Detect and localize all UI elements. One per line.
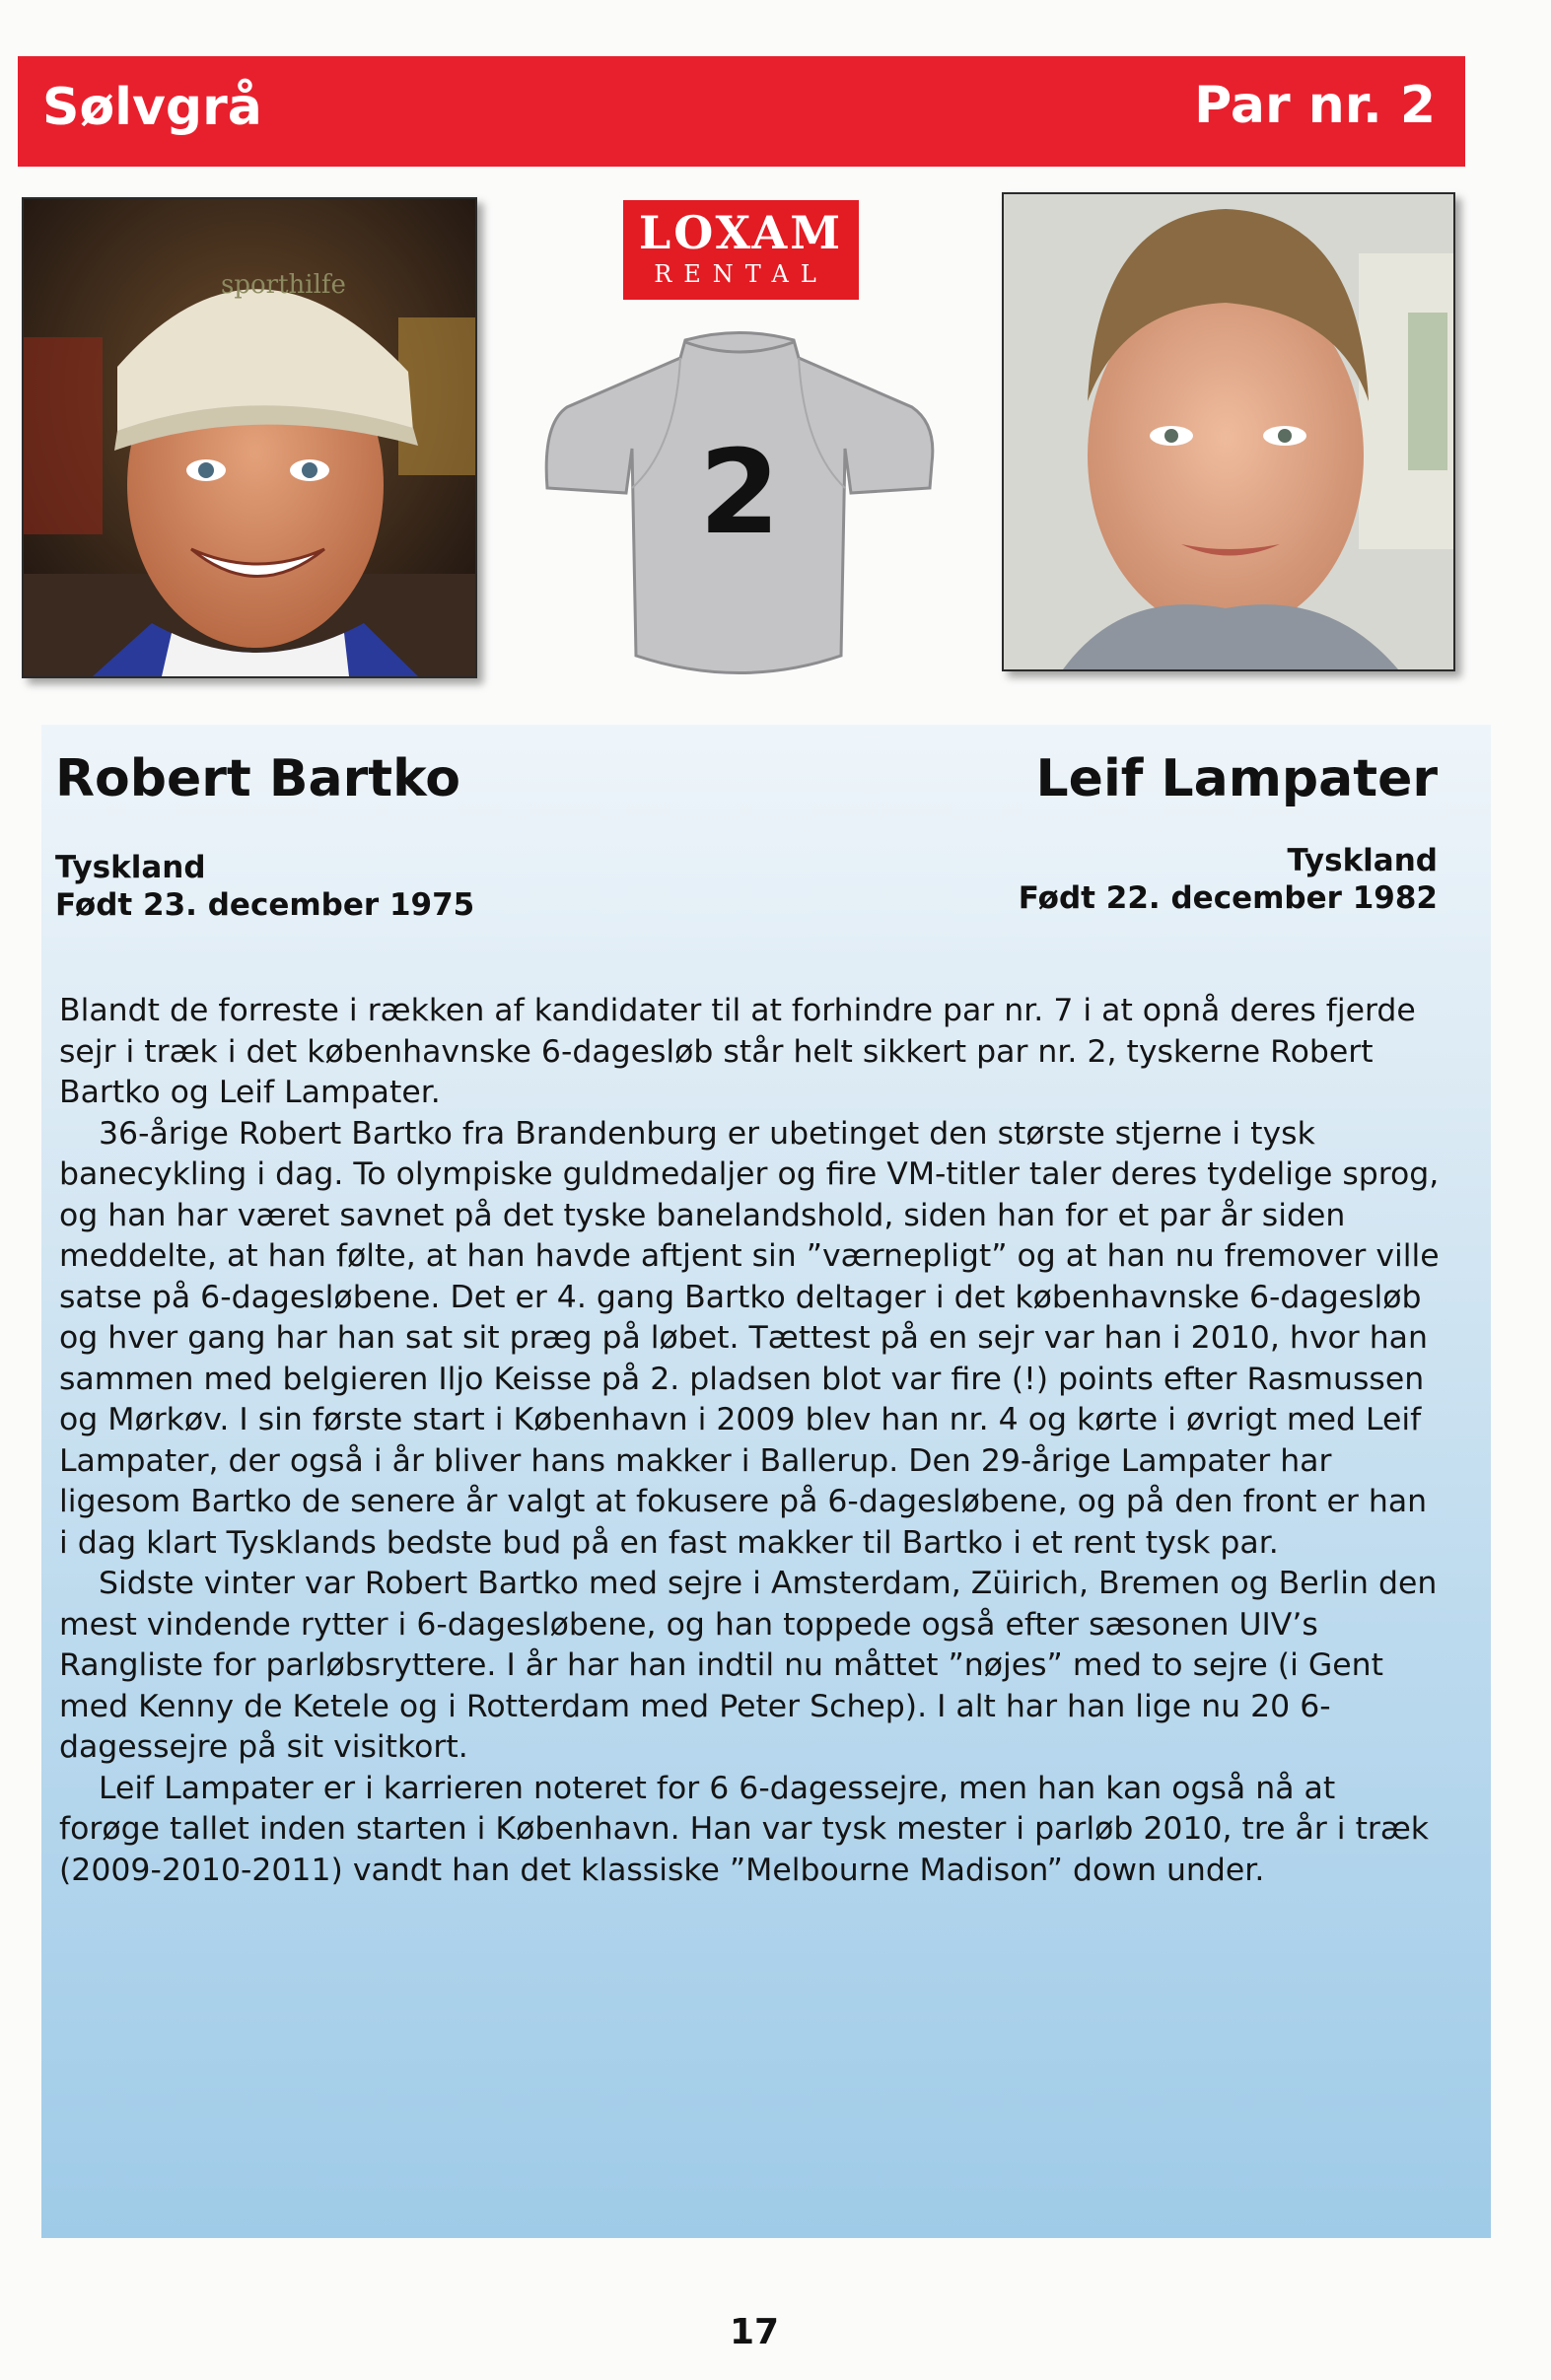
- rider-country-right: Tyskland: [1287, 843, 1438, 878]
- jersey-shirt: [537, 330, 942, 705]
- sponsor-logo: [623, 200, 859, 300]
- sponsor-sub: RENTAL: [654, 260, 828, 288]
- cap-text: sporthilfe: [221, 270, 346, 300]
- article-paragraph: Blandt de forreste i rækken af kandidater til at forhindre par nr. 7 i at opnå deres fjerde sejr i træk i det københavnske 6-dagesløb står helt sikkert par nr. 2, tyskerne Robert Bartko og Leif Lampater.: [59, 993, 1416, 1110]
- rider-photo-right-image: [1004, 194, 1453, 669]
- pair-label: Par nr. 2: [1194, 76, 1436, 135]
- jersey: [537, 330, 942, 705]
- article-paragraph: 36-årige Robert Bartko fra Brandenburg er ubetinget den største stjerne i tysk banecykling i dag. To olympiske guldmedaljer og fire VM-titler taler deres tydelige sprog, og han har været savnet på det tyske banelandshold, siden han for et par år siden meddelte, at han følte, at han havde aftjent sin ”værnepligt” og at han nu fremover ville satse på 6-dagesløbene. Det er 4. gang Bartko deltager i det københavnske 6-dagesløb og hver gang har han sat sit præg på løbet. Tættest på en sejr var han i 2010, hvor han sammen med belgieren Iljo Keisse på 2. pladsen blot var fire (!) points efter Rasmussen og Mørkøv. I sin første start i København i 2009 blev han nr. 4 og kørte i øvrigt med Leif Lampater, der også i år bliver hans makker i Ballerup. Den 29-årige Lampater har ligesom Bartko de senere år valgt at fokusere på 6-dagesløbene, og på den front er han i dag klart Tysklands bedste bud på en fast makker til Bartko i et rent tysk par.: [59, 1115, 1440, 1561]
- color-name: Sølvgrå: [42, 78, 262, 137]
- article-body: [59, 991, 1440, 1891]
- sponsor-name: LOXAM: [638, 206, 844, 259]
- rider-name-left: Robert Bartko: [55, 749, 460, 808]
- page-number: 17: [730, 2312, 780, 2352]
- rider-photo-right: [1002, 192, 1455, 671]
- rider-born-right: Født 22. december 1982: [1018, 880, 1438, 916]
- article-paragraph: Sidste vinter var Robert Bartko med sejre i Amsterdam, Züirich, Bremen og Berlin den mest vindende rytter i 6-dagesløbene, og han toppede også efter sæsonen UIV’s Rangliste for parløbsryttere. I år har han indtil nu måttet ”nøjes” med to sejre (i Gent med Kenny de Ketele og i Rotterdam med Peter Schep). I alt har han lige nu 20 6-dagessejre på sit visitkort.: [59, 1566, 1438, 1765]
- header-bar: [18, 56, 1465, 167]
- rider-country-left: Tyskland: [55, 850, 206, 885]
- jersey-number: 2: [698, 424, 781, 560]
- rider-photo-left: [22, 197, 477, 678]
- rider-born-left: Født 23. december 1975: [55, 887, 475, 923]
- rider-name-right: Leif Lampater: [1035, 749, 1438, 808]
- article-paragraph: Leif Lampater er i karrieren noteret for 6 6-dagessejre, men han kan også nå at forøge tallet inden starten i København. Han var tysk mester i parløb 2010, tre år i træk (2009-2010-2011) vandt han det klassiske ”Melbourne Madison” down under.: [59, 1770, 1430, 1888]
- rider-photo-left-image: [24, 199, 475, 676]
